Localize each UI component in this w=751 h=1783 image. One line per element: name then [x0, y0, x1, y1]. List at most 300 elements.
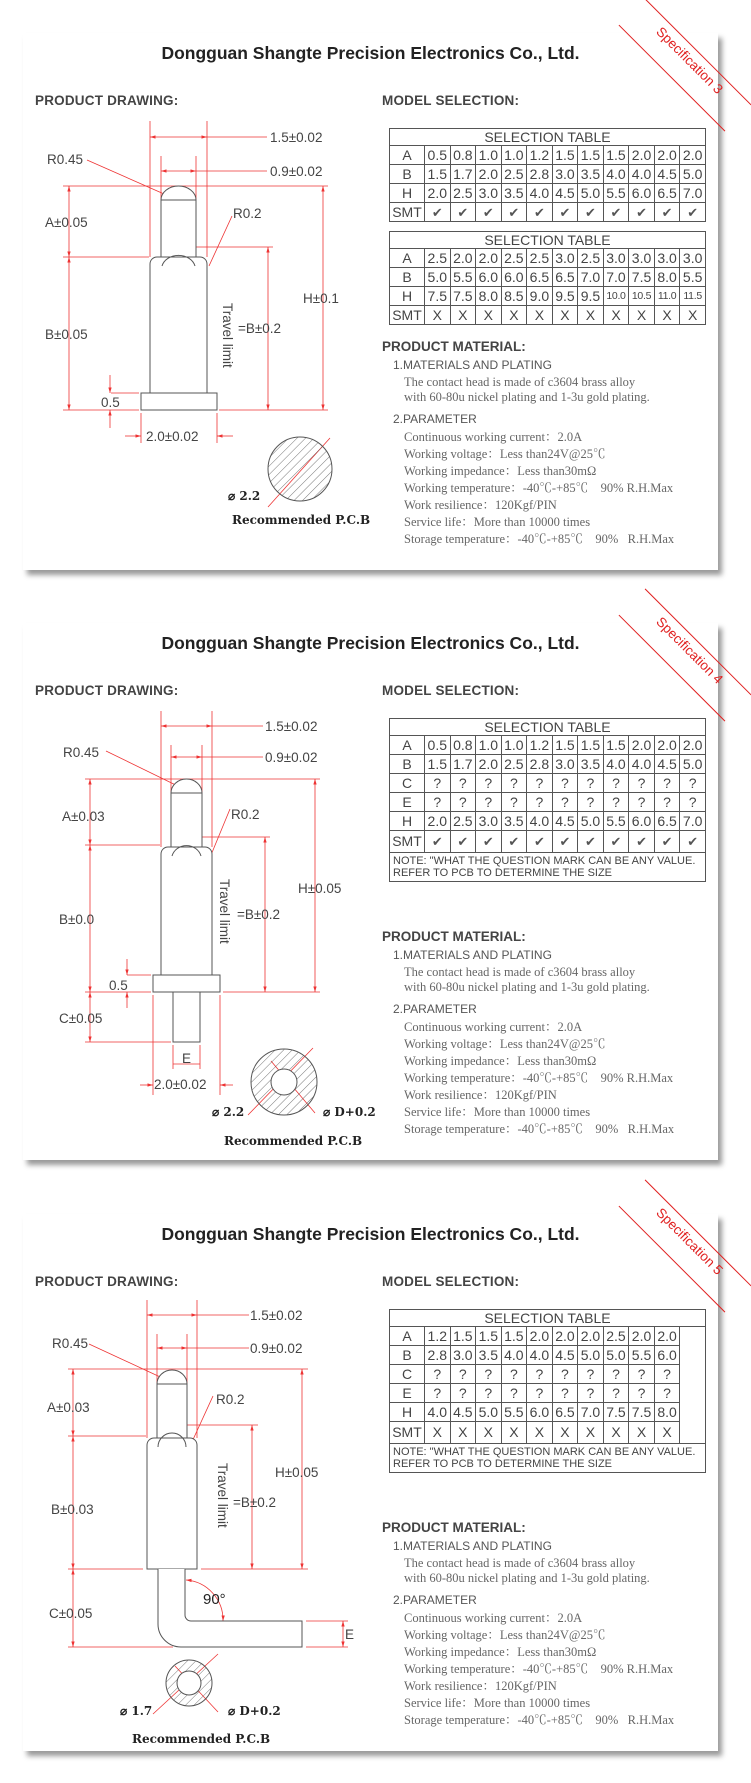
table-cell: 3.5 — [501, 184, 527, 203]
table-cell — [680, 1422, 706, 1444]
travel-limit-label: Travel limit — [215, 1463, 230, 1528]
table-cell: ✔ — [629, 203, 655, 222]
table-cell: ? — [552, 1365, 578, 1384]
table-cell: 1.0 — [501, 736, 527, 755]
table-cell: X — [603, 306, 629, 325]
table-cell — [680, 1346, 706, 1365]
row-label: A — [390, 249, 425, 268]
table-cell: 3.0 — [603, 249, 629, 268]
parameter-item: Work resilience：120Kgf/PIN — [404, 1679, 557, 1693]
parameter-subheading: 2.PARAMETER — [393, 1593, 477, 1607]
table-cell: ? — [629, 1365, 655, 1384]
table-cell: ✔ — [527, 831, 553, 853]
pin-outline — [153, 779, 220, 1042]
table-cell: 1.7 — [450, 165, 476, 184]
dim-b-travel: =B±0.2 — [233, 1495, 277, 1510]
pin-outline — [141, 186, 217, 410]
table-cell: ? — [425, 793, 451, 812]
table-cell: 6.0 — [629, 184, 655, 203]
table-cell: ? — [527, 793, 553, 812]
table-cell: ? — [629, 774, 655, 793]
table-cell: ? — [654, 1365, 680, 1384]
parameter-item: Working temperature：-40℃-+85℃ 90% R.H.Max — [404, 481, 674, 495]
table-cell: 3.0 — [629, 249, 655, 268]
row-label: C — [390, 1365, 425, 1384]
table-cell: 4.0 — [629, 755, 655, 774]
table-cell: X — [680, 306, 706, 325]
table-cell: ? — [527, 1365, 553, 1384]
table-cell: 0.8 — [450, 146, 476, 165]
table-cell: X — [654, 1422, 680, 1444]
table-cell: ? — [578, 774, 604, 793]
table-cell: ✔ — [603, 831, 629, 853]
table-cell: ✔ — [425, 831, 451, 853]
row-label: H — [390, 184, 425, 203]
table-cell: 3.0 — [654, 249, 680, 268]
table-cell: 4.0 — [527, 184, 553, 203]
table-cell: 2.5 — [501, 249, 527, 268]
table-cell — [680, 1403, 706, 1422]
dim-angle: 90° — [203, 1591, 226, 1608]
table-cell: 2.0 — [527, 1327, 553, 1346]
table-row-smt — [390, 306, 706, 325]
table-cell: 8.0 — [476, 287, 502, 306]
product-drawing — [23, 33, 373, 570]
dim-r02: R0.2 — [216, 1392, 245, 1407]
table-cell: 9.0 — [527, 287, 553, 306]
table-cell: ? — [425, 774, 451, 793]
table-row-a — [390, 736, 706, 755]
pcb-label: Recommended P.C.B — [224, 1134, 363, 1148]
row-label: H — [390, 812, 425, 831]
table-cell: 2.5 — [425, 249, 451, 268]
model-selection-heading: MODEL SELECTION: — [382, 93, 520, 108]
parameter-item: Work resilience：120Kgf/PIN — [404, 1088, 557, 1102]
table-cell: 2.0 — [476, 165, 502, 184]
table-row-a — [390, 1327, 706, 1346]
table-cell: 3.0 — [476, 184, 502, 203]
table-cell: X — [476, 1422, 502, 1444]
materials-text: with 60-80u nickel plating and 1-3u gold plating. — [404, 979, 650, 994]
table-cell: 5.5 — [603, 184, 629, 203]
dim-b: B±0.0 — [59, 912, 95, 927]
table-cell: 3.0 — [552, 755, 578, 774]
table-cell: 3.0 — [680, 249, 706, 268]
table-cell: 4.5 — [450, 1403, 476, 1422]
table-cell: ✔ — [450, 203, 476, 222]
table-cell: 4.0 — [629, 165, 655, 184]
parameter-item: Work resilience：120Kgf/PIN — [404, 498, 557, 512]
dim-h: H±0.1 — [303, 291, 339, 306]
table-cell: X — [476, 306, 502, 325]
table-cell: 7.5 — [629, 1403, 655, 1422]
dim-2-0: 2.0±0.02 — [146, 429, 199, 444]
table-cell: ✔ — [527, 203, 553, 222]
table-cell: 5.5 — [680, 268, 706, 287]
table-title-row — [390, 129, 706, 146]
table-cell: ? — [654, 774, 680, 793]
table-cell: ✔ — [552, 831, 578, 853]
dim-h: H±0.05 — [298, 881, 342, 896]
table-cell: 8.0 — [654, 268, 680, 287]
table-cell: 2.0 — [476, 249, 502, 268]
row-label: E — [390, 1384, 425, 1403]
parameter-item: Service life：More than 10000 times — [404, 515, 591, 529]
dim-1-5: 1.5±0.02 — [265, 719, 318, 734]
table-cell: 4.0 — [527, 812, 553, 831]
parameter-item: Working impedance：Less than30mΩ — [404, 464, 597, 478]
dim-r02: R0.2 — [233, 206, 262, 221]
dim-r045: R0.45 — [52, 1336, 89, 1351]
table-cell: 1.0 — [476, 736, 502, 755]
table-cell: 5.0 — [425, 268, 451, 287]
table-row-smt — [390, 831, 706, 853]
table-cell: 10.0 — [603, 287, 629, 306]
materials-text: The contact head is made of c3604 brass alloy — [404, 1556, 636, 1570]
table-cell: 4.5 — [654, 755, 680, 774]
table-cell: ? — [476, 1384, 502, 1403]
table-cell: 1.5 — [603, 736, 629, 755]
table-row-h — [390, 812, 706, 831]
parameter-item: Continuous working current：2.0A — [404, 1611, 583, 1625]
table-cell: ✔ — [603, 203, 629, 222]
table-cell: 2.5 — [527, 249, 553, 268]
table-cell: 0.5 — [425, 736, 451, 755]
table-cell: 1.5 — [603, 146, 629, 165]
table-cell: 1.5 — [476, 1327, 502, 1346]
note-line: REFER TO PCB TO DETERMINE THE SIZE — [393, 867, 613, 879]
table-row-h — [390, 287, 706, 306]
product-drawing-heading: PRODUCT DRAWING: — [35, 1274, 179, 1289]
company-title: Dongguan Shangte Precision Electronics Co., Ltd. — [161, 1224, 580, 1244]
table-cell: ? — [501, 774, 527, 793]
table-cell: 5.0 — [680, 755, 706, 774]
table-cell: 4.0 — [603, 165, 629, 184]
table-cell: ? — [578, 793, 604, 812]
table-cell: 5.0 — [680, 165, 706, 184]
product-material — [382, 1520, 712, 1729]
dim-b-travel: =B±0.2 — [238, 321, 282, 336]
table-cell: X — [425, 1422, 451, 1444]
table-cell: 7.0 — [680, 812, 706, 831]
table-cell: 1.5 — [501, 1327, 527, 1346]
table-cell: ? — [450, 774, 476, 793]
table-cell: ✔ — [425, 203, 451, 222]
table-cell: 9.5 — [578, 287, 604, 306]
table-cell: X — [501, 306, 527, 325]
table-cell: ✔ — [450, 831, 476, 853]
table-note — [390, 853, 706, 882]
table-cell: X — [578, 1422, 604, 1444]
table-cell: 1.0 — [476, 146, 502, 165]
table-cell: 8.5 — [501, 287, 527, 306]
table-cell: X — [603, 1422, 629, 1444]
parameter-subheading: 2.PARAMETER — [393, 412, 477, 426]
table-cell: 1.7 — [450, 755, 476, 774]
table-cell: ? — [603, 1365, 629, 1384]
table-cell: ? — [476, 774, 502, 793]
parameter-item: Working voltage：Less than24V@25℃ — [404, 1037, 606, 1051]
pcb-label: Recommended P.C.B — [132, 1732, 271, 1746]
note-line: NOTE: "WHAT THE QUESTION MARK CAN BE ANY VALUE. — [393, 855, 696, 867]
dim-0-9: 0.9±0.02 — [265, 750, 318, 765]
table-cell: 2.0 — [578, 1327, 604, 1346]
dim-1-5: 1.5±0.02 — [270, 130, 323, 145]
table-cell: ? — [450, 1365, 476, 1384]
table-cell: 3.0 — [552, 165, 578, 184]
table-cell: ? — [654, 1384, 680, 1403]
table-cell: ✔ — [578, 203, 604, 222]
table-row-smt — [390, 1422, 706, 1444]
product-drawing — [23, 623, 376, 1160]
parameter-item: Working voltage：Less than24V@25℃ — [404, 447, 606, 461]
table-cell: 5.5 — [450, 268, 476, 287]
table-cell: 11.5 — [680, 287, 706, 306]
table-cell: 2.0 — [425, 812, 451, 831]
materials-text: with 60-80u nickel plating and 1-3u gold plating. — [404, 389, 650, 404]
table-title-row — [390, 232, 706, 249]
table-cell: 7.5 — [425, 287, 451, 306]
table-title: SELECTION TABLE — [390, 129, 706, 146]
dim-r045: R0.45 — [47, 152, 84, 167]
table-cell: X — [527, 1422, 553, 1444]
table-cell: ✔ — [680, 203, 706, 222]
table-row-e — [390, 793, 706, 812]
table-cell: 5.5 — [603, 812, 629, 831]
table-cell: 7.0 — [578, 268, 604, 287]
table-cell: 1.5 — [578, 146, 604, 165]
table-cell: X — [450, 1422, 476, 1444]
table-cell: 2.0 — [654, 736, 680, 755]
table-cell: 5.5 — [501, 1403, 527, 1422]
table-cell: 2.0 — [680, 146, 706, 165]
table-cell: 10.5 — [629, 287, 655, 306]
table-cell: ? — [501, 1384, 527, 1403]
parameter-item: Storage temperature：-40℃-+85℃ 90% R.H.Max — [404, 1122, 675, 1136]
pcb-diameter: ⌀ 2.2 — [212, 1105, 245, 1119]
table-cell: 6.0 — [501, 268, 527, 287]
table-cell: ? — [501, 793, 527, 812]
dim-2-0: 2.0±0.02 — [154, 1077, 207, 1092]
table-cell: 0.8 — [450, 736, 476, 755]
table-note-row — [390, 853, 706, 882]
table-title-row — [390, 1310, 706, 1327]
row-label: A — [390, 146, 425, 165]
table-cell: 2.0 — [629, 146, 655, 165]
table-cell — [680, 1384, 706, 1403]
product-drawing-heading: PRODUCT DRAWING: — [35, 93, 179, 108]
materials-plating-subheading: 1.MATERIALS AND PLATING — [393, 358, 552, 372]
dim-e: E — [345, 1627, 355, 1642]
table-cell: 3.0 — [476, 812, 502, 831]
table-cell: 6.0 — [629, 812, 655, 831]
table-cell: ✔ — [578, 831, 604, 853]
row-label: SMT — [390, 306, 425, 325]
table-cell: 2.0 — [476, 755, 502, 774]
dim-a: A±0.05 — [45, 215, 88, 230]
table-cell: 8.0 — [654, 1403, 680, 1422]
table-cell: 6.5 — [552, 268, 578, 287]
table-cell: 6.5 — [654, 812, 680, 831]
dim-r02: R0.2 — [231, 807, 260, 822]
table-cell: X — [654, 306, 680, 325]
table-cell: ? — [629, 1384, 655, 1403]
table-cell: ? — [680, 774, 706, 793]
table-cell: X — [552, 1422, 578, 1444]
parameter-subheading: 2.PARAMETER — [393, 1002, 477, 1016]
table-cell: 2.0 — [654, 146, 680, 165]
table-cell: 6.0 — [476, 268, 502, 287]
product-material — [382, 929, 712, 1138]
spec-panel-5 — [23, 1205, 726, 1751]
row-label: H — [390, 287, 425, 306]
row-label: H — [390, 1403, 425, 1422]
product-material-heading: PRODUCT MATERIAL: — [382, 929, 526, 944]
table-cell: 2.5 — [501, 165, 527, 184]
dim-b-travel: =B±0.2 — [237, 907, 281, 922]
materials-text: with 60-80u nickel plating and 1-3u gold plating. — [404, 1570, 650, 1585]
parameter-item: Working temperature：-40℃-+85℃ 90% R.H.Max — [404, 1071, 674, 1085]
table-cell: ✔ — [654, 203, 680, 222]
parameter-item: Storage temperature：-40℃-+85℃ 90% R.H.Max — [404, 1713, 675, 1727]
parameter-item: Working impedance：Less than30mΩ — [404, 1054, 597, 1068]
table-cell: 1.5 — [425, 755, 451, 774]
table-cell: 1.2 — [425, 1327, 451, 1346]
table-cell: 4.0 — [603, 755, 629, 774]
table-cell: 2.5 — [603, 1327, 629, 1346]
table-cell: 2.0 — [629, 1327, 655, 1346]
table-cell: 4.5 — [552, 1346, 578, 1365]
dim-a: A±0.03 — [62, 809, 105, 824]
table-cell: 3.5 — [578, 165, 604, 184]
table-cell: 3.5 — [501, 812, 527, 831]
table-cell: ? — [603, 774, 629, 793]
parameter-item: Service life：More than 10000 times — [404, 1696, 591, 1710]
table-cell: X — [629, 306, 655, 325]
row-label: B — [390, 1346, 425, 1365]
table-cell: 1.2 — [527, 736, 553, 755]
selection-table — [389, 231, 706, 325]
table-cell: 3.0 — [450, 1346, 476, 1365]
dim-flange: 0.5 — [101, 395, 120, 410]
table-cell: X — [450, 306, 476, 325]
parameter-item: Continuous working current：2.0A — [404, 430, 583, 444]
table-cell: X — [501, 1422, 527, 1444]
table-cell: 7.5 — [603, 1403, 629, 1422]
table-cell: 5.5 — [629, 1346, 655, 1365]
specification-ribbon: Specification 5 — [619, 1180, 751, 1313]
table-cell: 2.5 — [578, 249, 604, 268]
model-selection-heading: MODEL SELECTION: — [382, 1274, 520, 1289]
table-title-row — [390, 719, 706, 736]
table-cell: 7.0 — [578, 1403, 604, 1422]
product-drawing — [23, 1214, 373, 1751]
travel-limit-label: Travel limit — [220, 303, 235, 368]
table-cell: ? — [450, 1384, 476, 1403]
table-cell: ✔ — [629, 831, 655, 853]
materials-text: The contact head is made of c3604 brass alloy — [404, 965, 636, 979]
dim-flange: 0.5 — [109, 978, 128, 993]
table-row-b — [390, 755, 706, 774]
note-line: NOTE: "WHAT THE QUESTION MARK CAN BE ANY VALUE. — [393, 1446, 696, 1458]
dim-1-5: 1.5±0.02 — [250, 1308, 303, 1323]
dim-h: H±0.05 — [275, 1465, 319, 1480]
table-cell: 1.0 — [501, 146, 527, 165]
table-cell: ? — [450, 793, 476, 812]
table-cell: 2.8 — [425, 1346, 451, 1365]
company-title: Dongguan Shangte Precision Electronics Co., Ltd. — [161, 633, 580, 653]
table-note-row — [390, 1444, 706, 1473]
table-cell: 4.5 — [654, 165, 680, 184]
table-cell: 7.0 — [680, 184, 706, 203]
table-cell — [680, 1365, 706, 1384]
table-cell: 1.5 — [450, 1327, 476, 1346]
parameter-item: Service life：More than 10000 times — [404, 1105, 591, 1119]
table-cell: 2.8 — [527, 755, 553, 774]
pcb-diameter: ⌀ 1.7 — [120, 1704, 153, 1718]
table-cell: 1.5 — [425, 165, 451, 184]
table-cell: 7.5 — [629, 268, 655, 287]
row-label: SMT — [390, 203, 425, 222]
materials-text: The contact head is made of c3604 brass alloy — [404, 375, 636, 389]
pcb-hole-icon — [268, 437, 332, 501]
row-label: SMT — [390, 831, 425, 853]
table-row-smt — [390, 203, 706, 222]
dim-c: C±0.05 — [49, 1606, 93, 1621]
pcb-diameter: ⌀ 2.2 — [228, 489, 261, 503]
table-title: SELECTION TABLE — [390, 232, 706, 249]
table-cell: ✔ — [501, 831, 527, 853]
dimension-lines — [271, 1069, 297, 1095]
selection-table — [389, 718, 706, 882]
row-label: SMT — [390, 1422, 425, 1444]
table-cell: ✔ — [501, 203, 527, 222]
selection-table — [389, 1309, 706, 1473]
table-cell: 9.5 — [552, 287, 578, 306]
row-label: E — [390, 793, 425, 812]
table-row-b — [390, 1346, 706, 1365]
table-cell: 2.5 — [450, 812, 476, 831]
table-cell: ? — [501, 1365, 527, 1384]
dim-a: A±0.03 — [47, 1400, 90, 1415]
table-cell: 0.5 — [425, 146, 451, 165]
table-cell: 2.0 — [654, 1327, 680, 1346]
table-cell: X — [552, 306, 578, 325]
table-cell: ✔ — [552, 203, 578, 222]
table-cell: X — [629, 1422, 655, 1444]
table-cell: ✔ — [680, 831, 706, 853]
spec-panel-4 — [23, 614, 726, 1160]
table-row-c — [390, 1365, 706, 1384]
row-label: A — [390, 736, 425, 755]
table-cell: ? — [603, 793, 629, 812]
spec-panel-3 — [23, 24, 726, 570]
row-label: C — [390, 774, 425, 793]
materials-plating-subheading: 1.MATERIALS AND PLATING — [393, 1539, 552, 1553]
table-row-c — [390, 774, 706, 793]
table-cell: 4.0 — [425, 1403, 451, 1422]
row-label: B — [390, 755, 425, 774]
dim-b: B±0.05 — [45, 327, 88, 342]
table-cell: 1.5 — [578, 736, 604, 755]
table-cell: X — [527, 306, 553, 325]
table-cell: 4.0 — [501, 1346, 527, 1365]
table-cell: 2.8 — [527, 165, 553, 184]
table-cell: 5.0 — [578, 1346, 604, 1365]
table-cell: 1.5 — [552, 146, 578, 165]
table-cell: 2.0 — [680, 736, 706, 755]
table-cell: 2.0 — [552, 1327, 578, 1346]
